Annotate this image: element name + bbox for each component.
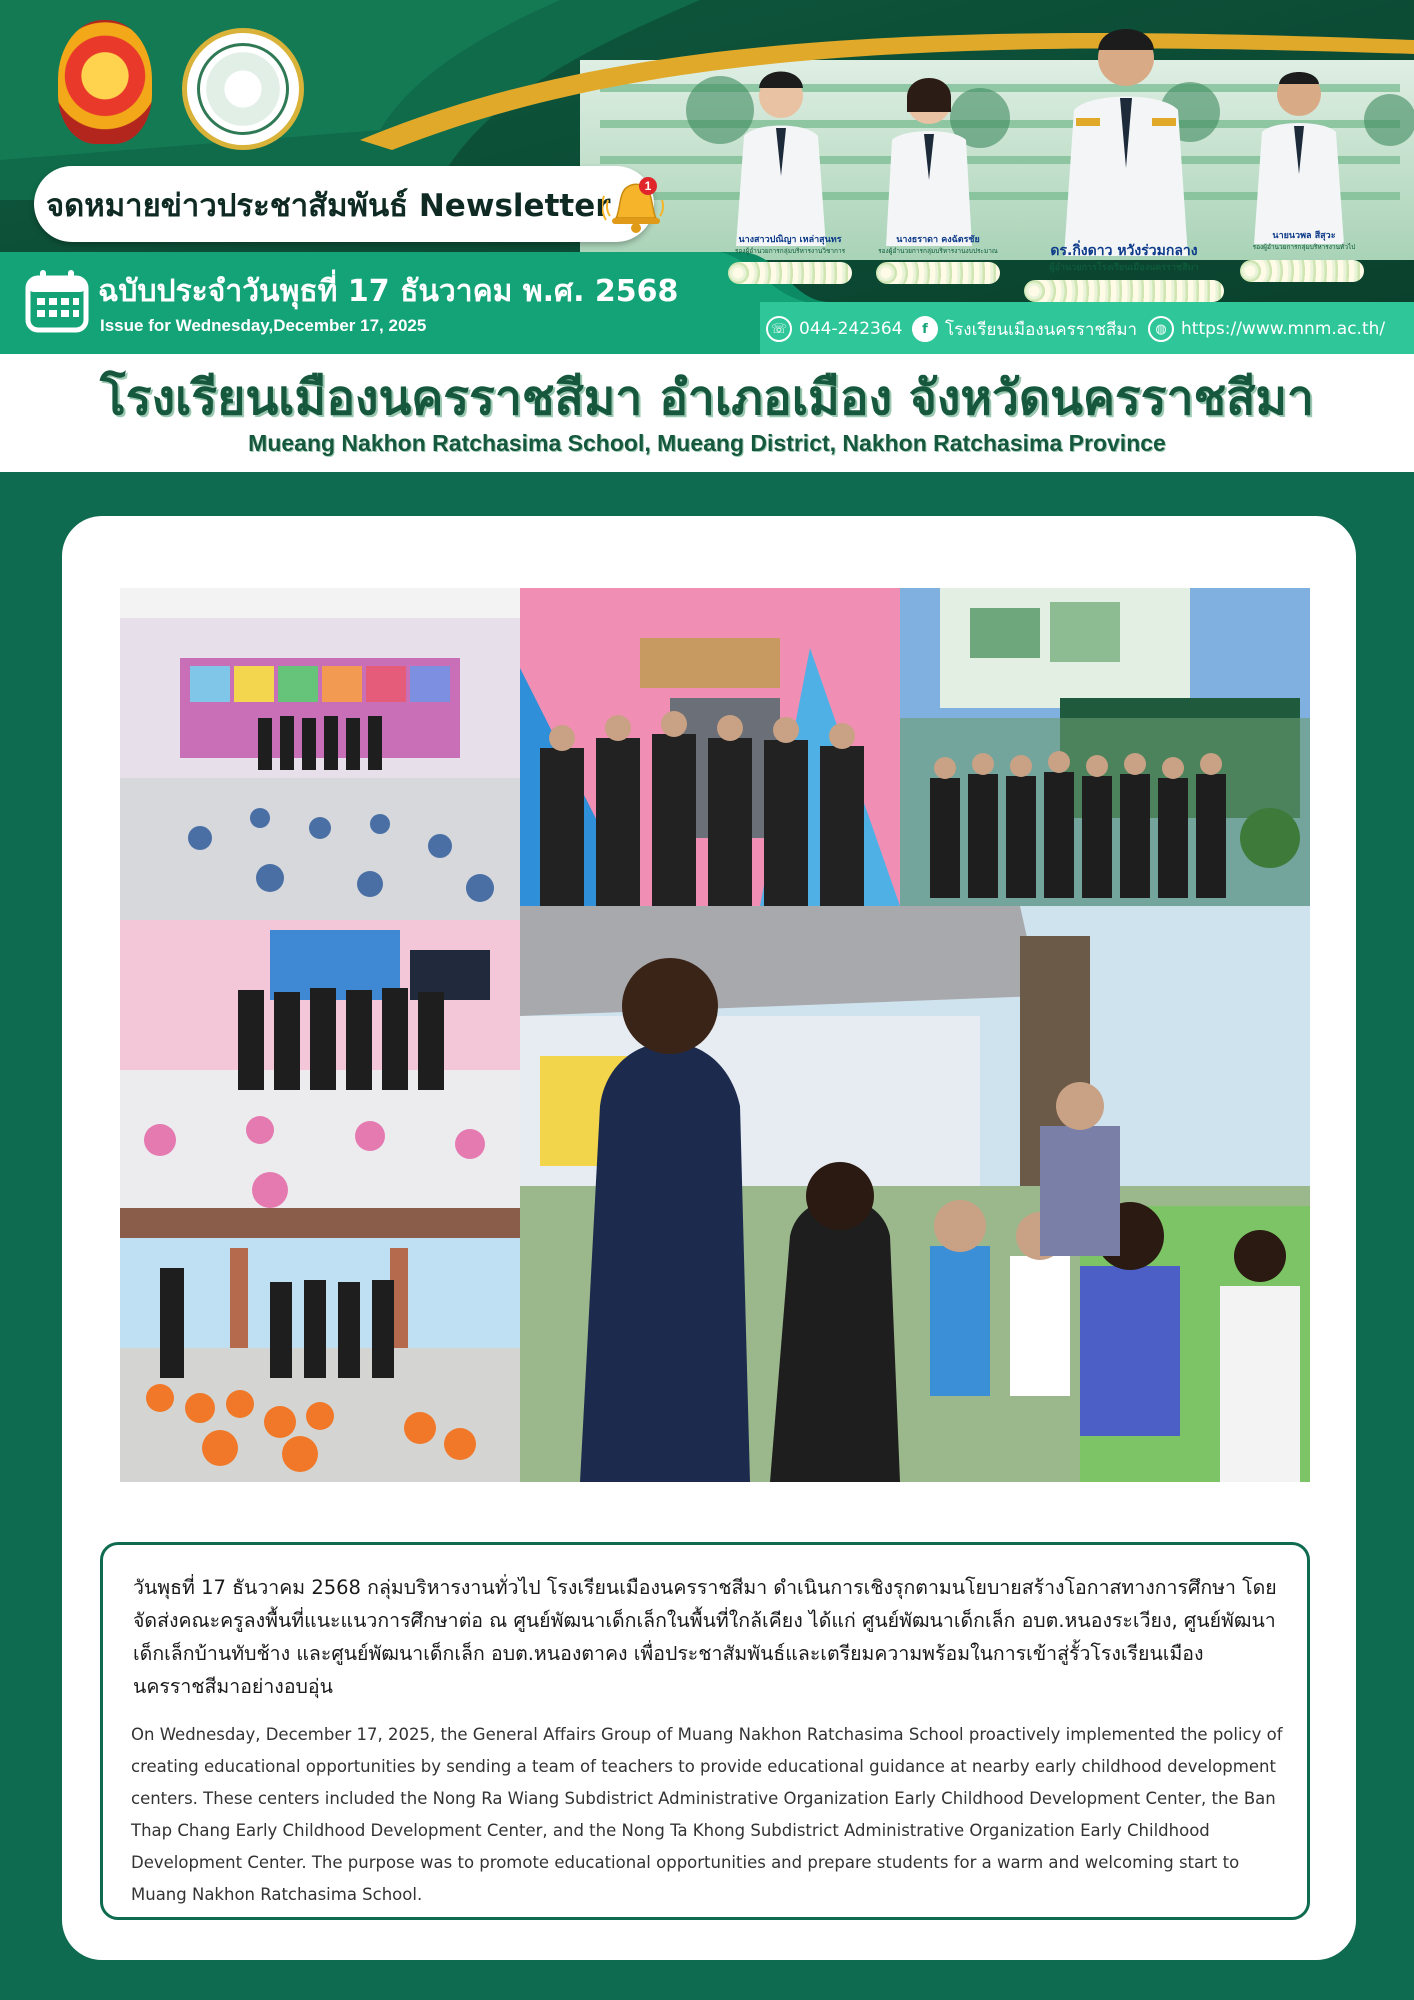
globe-icon: ◍ [1148, 316, 1174, 342]
article-body-english: On Wednesday, December 17, 2025, the General Affairs Group of Muang Nakhon Ratchasima School proactively implemented the policy of creating educational opportunities by sending a team of teachers to provide educational guidance at nearby early childhood development centers. These centers included the Nong Ra Wiang Subdistrict Administrative Organization Early Childhood Development Center, the Ban Thap Chang Early Childhood Development Center, and the Nong Ta Khong Subdistrict Administrative Organization Early Childhood Development Center. The purpose was to promote educational opportunities and prepare students for a warm and welcoming start to Muang Nakhon Ratchasima School. [131, 1725, 1283, 1904]
school-logo [182, 28, 304, 150]
staff-caption-1 [722, 232, 858, 262]
photo-center-entrance [520, 588, 900, 906]
photo-classroom-pink [120, 588, 520, 920]
contact-website[interactable] [1148, 314, 1385, 344]
bell-icon [602, 174, 666, 234]
ministry-of-education-logo [58, 20, 152, 144]
staff-caption-2 [870, 232, 1006, 262]
staff-role: รองผู้อำนวยการกลุ่มบริหารงานวิชาการ [734, 247, 846, 255]
phone-icon: ☏ [766, 316, 792, 342]
staff-name: นางสาวปณิญา เหล่าสุนทร [738, 235, 842, 245]
school-name-english: Mueang Nakhon Ratchasima School, Mueang District, Nakhon Ratchasima Province [248, 430, 1166, 456]
staff-portrait-director [1056, 18, 1196, 256]
article-text-box [100, 1542, 1310, 1920]
flower-garland [1240, 260, 1364, 282]
contact-phone[interactable] [766, 314, 902, 344]
calendar-icon [24, 268, 90, 334]
staff-caption-4 [1236, 228, 1372, 258]
newsletter-header [0, 0, 1414, 354]
flower-garland [1024, 280, 1224, 302]
phone-number: 044-242364 [799, 319, 903, 339]
flower-garland [728, 262, 852, 284]
staff-caption-director [1024, 240, 1224, 280]
newsletter-title: จดหมายข่าวประชาสัมพันธ์ Newsletter [46, 188, 611, 224]
issue-date-english: Issue for Wednesday,December 17, 2025 [100, 316, 427, 335]
staff-role: ผู้อำนวยการโรงเรียนเมืองนครราชสีมา [1049, 263, 1199, 273]
photo-teachers-with-children [520, 906, 1310, 1482]
staff-role: รองผู้อำนวยการกลุ่มบริหารงานทั่วไป [1252, 243, 1356, 251]
article-body-thai: วันพุธที่ 17 ธันวาคม 2568 กลุ่มบริหารงานทั่วไป โรงเรียนเมืองนครราชสีมา ดำเนินการเชิงรุกตามนโยบายสร้างโอกาสทางการศึกษา โดยจัดส่งคณะครูลงพื้นที่แนะแนวการศึกษาต่อ ณ ศูนย์พัฒนาเด็กเล็กในพื้นที่ใกล้เคียง ได้แก่ ศูนย์พัฒนาเด็กเล็ก อบต.หนองระเวียง, ศูนย์พัฒนาเด็กเล็กบ้านทับช้าง และศูนย์พัฒนาเด็กเล็ก อบต.หนองตาคง เพื่อประชาสัมพันธ์และเตรียมความพร้อมในการเข้าสู่รั้วโรงเรียนเมืองนครราชสีมาอย่างอบอุ่น [133, 1576, 1277, 1698]
notification-count: 1 [644, 179, 652, 193]
photo-orange-shirts [120, 1208, 520, 1482]
school-name-thai: โรงเรียนเมืองนครราชสีมา อำเภอเมือง จังหวัดนครราชสีมา [100, 370, 1314, 426]
facebook-page-name: โรงเรียนเมืองนครราชสีมา [945, 319, 1138, 340]
contact-facebook[interactable] [912, 314, 1137, 344]
facebook-icon: f [912, 316, 938, 342]
staff-role: รองผู้อำนวยการกลุ่มบริหารงานงบประมาณ [878, 247, 998, 255]
staff-portrait-4 [1244, 64, 1354, 244]
staff-name: ดร.กิ่งดาว หวังร่วมกลาง [1050, 243, 1198, 259]
website-url: https://www.mnm.ac.th/ [1181, 319, 1386, 339]
photo-classroom-group [120, 920, 520, 1208]
staff-portrait-1 [726, 66, 836, 246]
newsletter-title-pill [34, 166, 654, 242]
staff-name: นางธราดา คงฉัตรชัย [896, 235, 980, 245]
flower-garland [876, 262, 1000, 284]
photo-school-sign-group [900, 588, 1310, 906]
staff-name: นายนวพล สีสุวะ [1272, 231, 1336, 241]
issue-date-thai: ฉบับประจำวันพุธที่ 17 ธันวาคม พ.ศ. 2568 [98, 274, 679, 309]
staff-portrait-2 [874, 72, 984, 246]
